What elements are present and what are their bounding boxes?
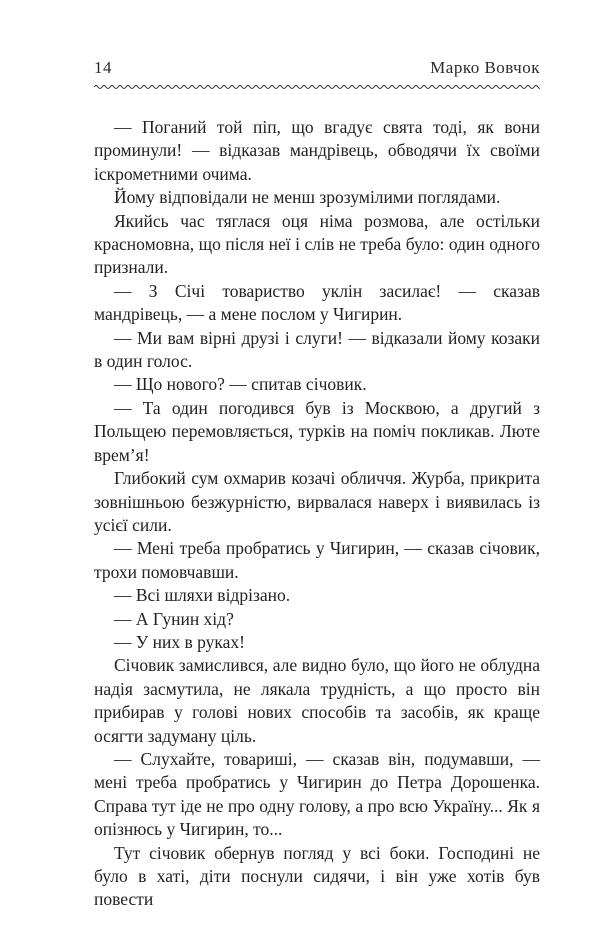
paragraph: — Що нового? — спитав січовик.: [114, 374, 367, 395]
paragraph: Якийсь час тяглася оця німа розмова, але остільки красномовна, що після неї і слів не треба було: один одного признали.: [94, 210, 540, 278]
paragraph: — А Гунин хід?: [114, 608, 234, 629]
paragraph: Тут січовик обернув погляд у всі боки. Господині не було в хаті, діти поснули сидячи, і він уже хотів був повести: [94, 842, 540, 910]
page-header: [94, 58, 540, 80]
body-text: [94, 116, 540, 912]
paragraph: — Мені треба пробратись у Чигирин, — сказав січовик, трохи помовчавши.: [94, 538, 540, 582]
paragraph: — Ми вам вірні друзі і слуги! — відказали йому козаки в один голос.: [94, 327, 540, 372]
paragraph: Січовик замислився, але видно було, що його не облудна надія засмутила, не лякала трудність, а що просто він прибирав у голові нових способів та засобів, як краще осягти задуману ціль.: [94, 655, 540, 746]
page-number: 14: [94, 58, 112, 77]
running-head-author: Марко Вовчок: [430, 58, 540, 77]
paragraph: — Всі шляхи відрізано.: [114, 585, 291, 606]
paragraph: — У них в руках!: [114, 631, 245, 652]
paragraph: — Та один погодився був із Москвою, а другий з Польщею перемовляється, турків на поміч покликав. Люте врем’я!: [94, 397, 540, 465]
paragraph: Глибокий сум охмарив козачі обличчя. Журба, прикрита зовнішньою безжурністю, вирвалася наверх і виявилась із усієї сили.: [94, 468, 540, 535]
paragraph: — Поганий той піп, що вгадує свята тоді, як вони проминули! — відказав мандрівець, обводячи їх своїми іскрометними очима.: [94, 117, 540, 184]
paragraph: Йому відповідали не менш зрозумілими поглядами.: [114, 187, 501, 208]
paragraph: — З Січі товариство уклін засилає! — сказав мандрівець, — а мене послом у Чигирин.: [94, 280, 540, 325]
wavy-divider: [94, 82, 540, 92]
paragraph: — Слухайте, товариші, — сказав він, подумавши, — мені треба пробратись у Чигирин до Петра Дорошенка. Справа тут іде не про одну голову, а про всю Україну... Як я опізнюсь у Чигирин, то...: [94, 748, 540, 840]
